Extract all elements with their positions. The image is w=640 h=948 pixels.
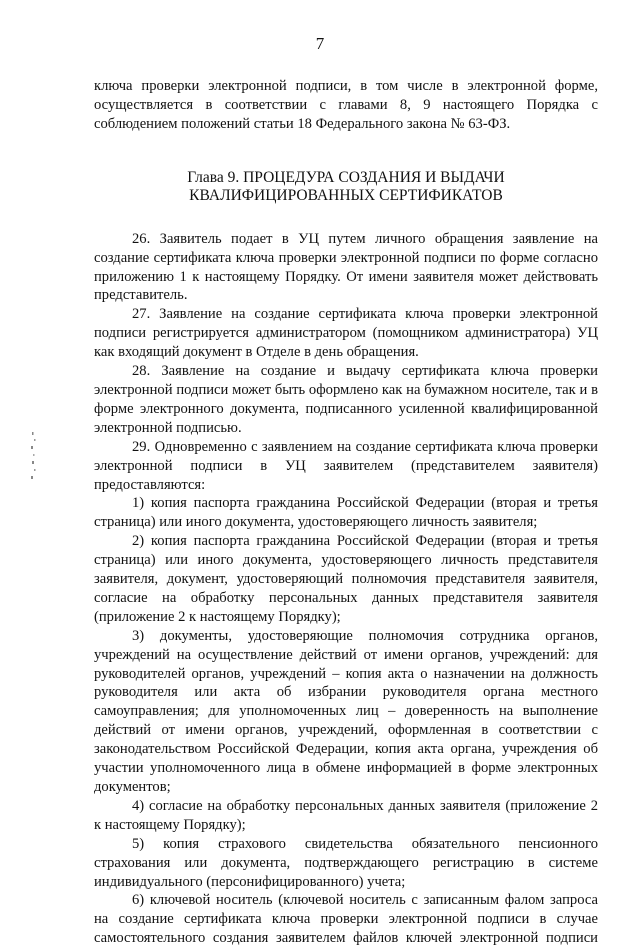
list-item-1: 1) копия паспорта гражданина Российской Федерации (вторая и третья страница) или иного документа, удостоверяющего личность заявителя; <box>94 495 598 531</box>
margin-scan-marks <box>28 430 38 486</box>
list-item-6: 6) ключевой носитель (ключевой носитель с записанным фалом запроса на создание сертификата ключа проверки электронной подписи в случае самостоятельного создания заявителем файлов ключей электронной подписи <box>94 892 598 947</box>
chapter-title-line-2: КВАЛИФИЦИРОВАННЫХ СЕРТИФИКАТОВ <box>189 186 503 204</box>
chapter-title <box>94 169 598 205</box>
intro-paragraph: ключа проверки электронной подписи, в том числе в электронной форме, осуществляется в соответствии с главами 8, 9 настоящего Порядка с соблюдением положений статьи 18 Федерального закона № 63-ФЗ. <box>94 78 598 132</box>
list-item-5: 5) копия страхового свидетельства обязательного пенсионного страхования или документа, подтверждающего регистрацию в системе индивидуального (персонифицированного) учета; <box>94 835 598 890</box>
page-number: 7 <box>315 34 325 53</box>
list-item-2: 2) копия паспорта гражданина Российской Федерации (вторая и третья страница) или иного документа, удостоверяющего личность представителя заявителя, документ, удостоверяющий полномочия представителя заявителя, согласие на обработку персональных данных представителя заявителя (приложение 2 к настоящему Порядку); <box>94 533 598 625</box>
paragraph-28: 28. Заявление на создание и выдачу сертификата ключа проверки электронной подписи может быть оформлено как на бумажном носителе, так и в форме электронного документа, подписанного усиленной квалифицированной электронной подписью. <box>94 363 598 436</box>
list-item-3: 3) документы, удостоверяющие полномочия сотрудника органов, учреждений на осуществление действий от имени органов, учреждений: для руководителей органов, учреждений – копия акта о назначении на должность руководителя или акта об избрании руководителя органа местного самоуправления; для уполномоченных лиц – доверенность на выполнение действий от имени органов, учреждений, оформленная в соответствии с законодательством Российской Федерации, копия акта органа, учреждения об участии уполномоченного лица в обмене информацией в форме электронных документов; <box>94 627 598 795</box>
paragraph-27: 27. Заявление на создание сертификата ключа проверки электронной подписи регистрируется администратором (помощником администратора) УЦ как входящий документ в Отделе в день обращения. <box>94 306 598 361</box>
list-item-4: 4) согласие на обработку персональных данных заявителя (приложение 2 к настоящему Порядку); <box>94 797 598 833</box>
document-body <box>94 77 598 948</box>
paragraph-29: 29. Одновременно с заявлением на создание сертификата ключа проверки электронной подписи в УЦ заявителем (представителем заявителя) предоставляются: <box>94 438 598 493</box>
chapter-title-line-1: Глава 9. ПРОЦЕДУРА СОЗДАНИЯ И ВЫДАЧИ <box>187 168 505 186</box>
paragraph-26: 26. Заявитель подает в УЦ путем личного обращения заявление на создание сертификата ключа проверки электронной подписи по форме согласно приложению 1 к настоящему Порядку. От имени заявителя может действовать представитель. <box>94 230 598 304</box>
